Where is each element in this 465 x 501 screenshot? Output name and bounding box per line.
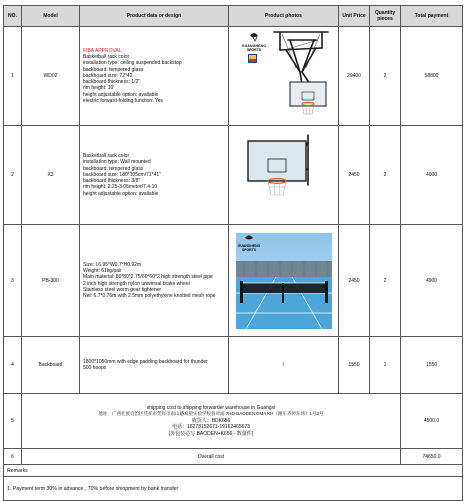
spec-line: backboard: tempered glass bbox=[83, 165, 144, 172]
quantity: 2 bbox=[370, 225, 401, 337]
unit-price: 2450 bbox=[339, 126, 370, 225]
product-photo-cell bbox=[229, 27, 339, 126]
shipping-packaging-note: (外包装必写 BAODEN+K656 - 数量件) bbox=[168, 430, 254, 437]
spec-line: height adjustable option: available bbox=[83, 190, 159, 197]
ceiling-suspended-hoop-photo bbox=[230, 28, 338, 124]
spec-line: backboard size: 72*42 bbox=[83, 72, 133, 79]
table-row bbox=[4, 225, 463, 337]
spec-line: backboard thickness: 3/8" bbox=[83, 178, 141, 185]
quotation-table bbox=[3, 5, 463, 501]
spec-line: rim height: 10' bbox=[83, 85, 115, 92]
spec-line: rim height: 2.25-3.05meter/7.4-10 bbox=[83, 184, 158, 191]
spec-line: height adjustable option: available bbox=[83, 91, 159, 98]
table-row bbox=[4, 126, 463, 225]
header-no: NO. bbox=[4, 6, 22, 27]
overall-total: 74650.0 bbox=[401, 449, 463, 465]
product-photo-cell: / bbox=[229, 337, 339, 394]
spec-line: Basketball rack color bbox=[83, 53, 130, 60]
row-model: PB-300 bbox=[22, 225, 80, 337]
spec-line: backboard size: 180*105cm/71*41" bbox=[83, 171, 161, 178]
header-unit-price: Unit Price bbox=[339, 6, 370, 27]
header-row bbox=[4, 6, 463, 27]
quantity: 2 bbox=[370, 27, 401, 126]
row-number: 3 bbox=[4, 225, 22, 337]
header-product-data: Product data or design bbox=[80, 6, 229, 27]
spec-line: backboard: tempered glass bbox=[83, 66, 144, 73]
row-number: 5 bbox=[4, 394, 22, 449]
spec-line: electric forward-folding function: Yes bbox=[83, 98, 164, 105]
fiba-approval-label: FIBA APPROVAL bbox=[83, 47, 122, 54]
overall-row bbox=[4, 449, 463, 465]
spec-line: 1800*1050mm with edge padding backboard for thunder bbox=[83, 358, 208, 365]
quantity: 2 bbox=[370, 126, 401, 225]
shipping-description bbox=[22, 394, 401, 449]
shipping-consignee: 收货人：BDK656 bbox=[191, 417, 231, 424]
logo-text-line: SPORTS bbox=[246, 48, 261, 52]
row-model: Backboard bbox=[22, 337, 80, 394]
spec-line: Main material: 80*80*2.75/60*60*2 high strength steel pipe bbox=[83, 274, 213, 281]
total-payment: 4900 bbox=[401, 225, 463, 337]
shipping-row bbox=[4, 394, 463, 449]
logo-text-line: SPORTS bbox=[241, 247, 256, 252]
table-row bbox=[4, 337, 463, 394]
table-row bbox=[4, 27, 463, 126]
total-payment: 4900 bbox=[401, 126, 463, 225]
logo-text-line: GUANGHENG bbox=[237, 243, 260, 248]
guangheng-sports-logo bbox=[250, 33, 258, 41]
header-total: Total payment bbox=[401, 6, 463, 27]
shipping-phone: 电话：18278152671-19162465673 bbox=[172, 424, 250, 431]
row-model: X3 bbox=[22, 126, 80, 225]
total-payment: 1550 bbox=[401, 337, 463, 394]
spec-line: 2 inch high strength nylon universal brake wheel bbox=[83, 280, 190, 287]
shipping-line: shipping cost to shipping forwarder warehouse in Guangxi bbox=[146, 404, 276, 411]
unit-price: 2450 bbox=[339, 225, 370, 337]
product-photo-cell bbox=[229, 126, 339, 225]
pickleball-net-photo bbox=[236, 233, 332, 329]
logo-text-line: GUANGHENG bbox=[241, 44, 266, 48]
spec-line: 500 hoops bbox=[83, 365, 107, 371]
header-quantity: Quantity pieces bbox=[370, 6, 401, 27]
row-number: 6 bbox=[4, 449, 22, 465]
row-number: 2 bbox=[4, 126, 22, 225]
header-model: Model bbox=[22, 6, 80, 27]
header-product-photos: Product photos bbox=[229, 6, 339, 27]
product-photo-cell bbox=[229, 225, 339, 337]
spec-line: backboard thickness: 1/2" bbox=[83, 79, 141, 86]
spec-line: Size: L6.95*W0.7*H0.92m bbox=[83, 261, 142, 268]
spec-line: Stainless steel worm gear tightener bbox=[83, 286, 162, 293]
overall-cost-label: Overall cost bbox=[22, 449, 401, 465]
unit-price: 29400 bbox=[339, 27, 370, 126]
payment-row bbox=[4, 477, 463, 501]
payment-term: 1. Payment term 30% in advance , 70% before shiopment by bank transfer bbox=[4, 477, 463, 501]
spec-line: Basketball rack color bbox=[83, 152, 130, 159]
unit-price: 1550 bbox=[339, 337, 370, 394]
wall-mounted-hoop-photo bbox=[234, 129, 334, 221]
row-number: 1 bbox=[4, 27, 22, 126]
spec-line: Net: 6.7*0.76m with 2.5mm polyethylene knotted mesh rope bbox=[83, 293, 216, 300]
remarks-label: Remarks bbox=[4, 465, 463, 477]
shipping-address: 地址：广西壮族自治区凭祥市凭祥市南山路希望实验学校斜对面 7HD-BAODENXIMA KH（跟车齐停车场）1号2号 bbox=[98, 411, 324, 417]
row-model: WD02 bbox=[22, 27, 80, 126]
spec-line: Weight: 61kg/pair bbox=[83, 267, 122, 274]
row-number: 4 bbox=[4, 337, 22, 394]
row-description bbox=[80, 126, 229, 225]
row-description bbox=[80, 337, 229, 394]
remarks-row bbox=[4, 465, 463, 477]
total-payment: 58800 bbox=[401, 27, 463, 126]
quantity: 1 bbox=[370, 337, 401, 394]
shipping-total: 4500.0 bbox=[401, 394, 463, 449]
row-description bbox=[80, 225, 229, 337]
row-description bbox=[80, 27, 229, 126]
spec-line: installation type: ceiling suspended backstop bbox=[83, 60, 182, 67]
spec-line: installation type: Wall mounted bbox=[83, 159, 151, 166]
